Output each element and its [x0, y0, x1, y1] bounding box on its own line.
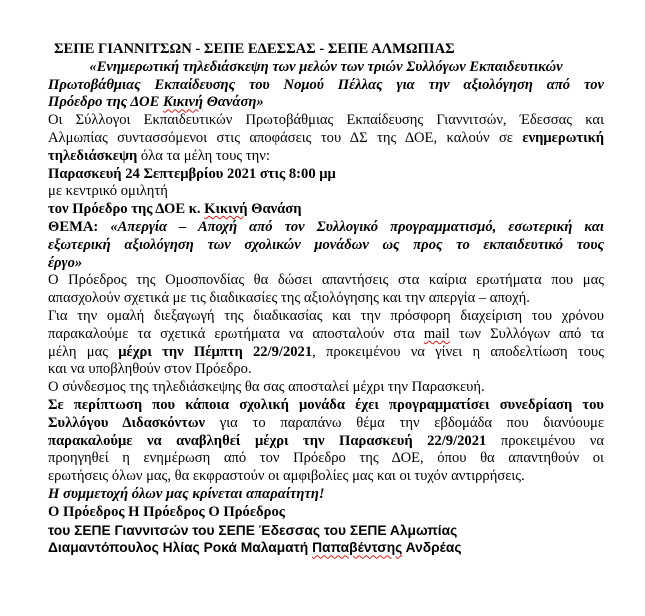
- text-line: Συλλόγου Διδασκόντων για το παραπάνω θέμα την εβδομάδα που διανύουμε: [48, 414, 605, 431]
- signature-unions: του ΣΕΠΕ Γιαννιτσών του ΣΕΠΕ Έδεσσας του ΣΕΠΕ Αλμωπίας: [48, 522, 458, 538]
- theme-line: έργο»: [48, 254, 83, 271]
- title-line: «Ενημερωτική τηλεδιάσκεψη των μελών των τριών Συλλόγων Εκπαιδευτικών: [89, 58, 563, 75]
- text-line: Οι Σύλλογοι Εκπαιδευτικών Πρωτοβάθμιας Εκπαίδευσης Γιαννιτσών, Έδεσσας και: [48, 112, 604, 129]
- text-line: ερωτήσεις όλων μας, θα εκφραστούν οι αμφιβολίες μας και οι τυχόν αντιρρήσεις.: [48, 468, 525, 485]
- title-line: Πρόεδρο της ΔΟΕ Κικινή Θανάση»: [48, 94, 264, 111]
- document-header: ΣΕΠΕ ΓΙΑΝΝΙΤΣΩΝ - ΣΕΠΕ ΕΔΕΣΣΑΣ - ΣΕΠΕ ΑΛΜΩΠΙΑΣ: [54, 41, 455, 57]
- theme-block: [48, 219, 604, 272]
- document-page: [48, 41, 604, 557]
- text-line: Ο Πρόεδρος της Ομοσπονδίας θα δώσει απαντήσεις στα καίρια ερωτήματα που μας: [48, 272, 604, 289]
- text-line: προηγηθεί η ενημέρωση από τον Πρόεδρο της ΔΟΕ, όπου θα απαντηθούν οι: [48, 450, 604, 467]
- document-title: [48, 59, 604, 112]
- text-line: παρακαλούμε τα σχετικά ερωτήματα να αποσταλούν στα mail των Συλλόγων από τα: [48, 325, 604, 342]
- signature-block: [48, 504, 604, 557]
- paragraph-school-meetings: [48, 397, 604, 486]
- paragraph-link-notice: Ο σύνδεσμος της τηλεδιάσκεψης θα σας αποσταλεί μέχρι την Παρασκευή.: [48, 379, 485, 396]
- closing-line: Η συμμετοχή όλων μας κρίνεται απαραίτητη!: [48, 485, 325, 502]
- title-line: Πρωτοβάθμιας Εκπαίδευσης του Νομού Πέλλας για την αξιολόγηση από τον: [48, 76, 604, 93]
- meeting-date: Παρασκευή 24 Σεπτεμβρίου 2021 στις 8:00 μμ: [48, 165, 336, 182]
- text-line: απασχολούν σχετικά με τις διαδικασίες της αξιολόγησης και την απεργία – αποχή.: [48, 290, 530, 307]
- text-line: Για την ομαλή διεξαγωγή της διαδικασίας και την πρόσφορη διαχείριση του χρόνου: [48, 307, 604, 324]
- text-line: παρακαλούμε να αναβληθεί μέχρι την Παρασκευή 22/9/2021 προκειμένου να: [48, 432, 604, 449]
- text-line: Αλμωπίας συντασσόμενοι στις αποφάσεις του ΔΣ της ΔΟΕ, καλούν σε ενημερωτική: [48, 129, 604, 146]
- paragraph-president-answers: [48, 272, 604, 308]
- intro-paragraph: [48, 112, 604, 165]
- text-line: και να υποβληθούν στον Πρόεδρο.: [48, 361, 252, 378]
- speaker-intro: με κεντρικό ομιλητή: [48, 183, 168, 200]
- signature-roles: Ο Πρόεδρος Η Πρόεδρος Ο Πρόεδρος: [48, 503, 285, 520]
- text-line: τηλεδιάσκεψη όλα τα μέλη τους την:: [48, 147, 270, 164]
- signature-names: Διαμαντόπουλος Ηλίας Ροκά Μαλαματή Παπαβέντσης Ανδρέας: [48, 540, 462, 556]
- paragraph-questions: [48, 308, 604, 379]
- text-line: μέλη μας μέχρι την Πέμπτη 22/9/2021, προκειμένου να γίνει η αποδελτίωση τους: [48, 343, 605, 360]
- speaker-name: τον Πρόεδρο της ΔΟΕ κ. Κικινή Θανάση: [48, 201, 302, 218]
- text-line: Σε περίπτωση που κάποια σχολική μονάδα έχει προγραμματίσει συνεδρίαση του: [48, 396, 604, 413]
- theme-line: εξωτερική αξιολόγηση των σχολικών μονάδων ως προς το εκπαιδευτικό τους: [48, 236, 604, 253]
- theme-line: ΘΕΜΑ: «Απεργία – Αποχή από τον Συλλογικό προγραμματισμό, εσωτερική και: [48, 218, 604, 235]
